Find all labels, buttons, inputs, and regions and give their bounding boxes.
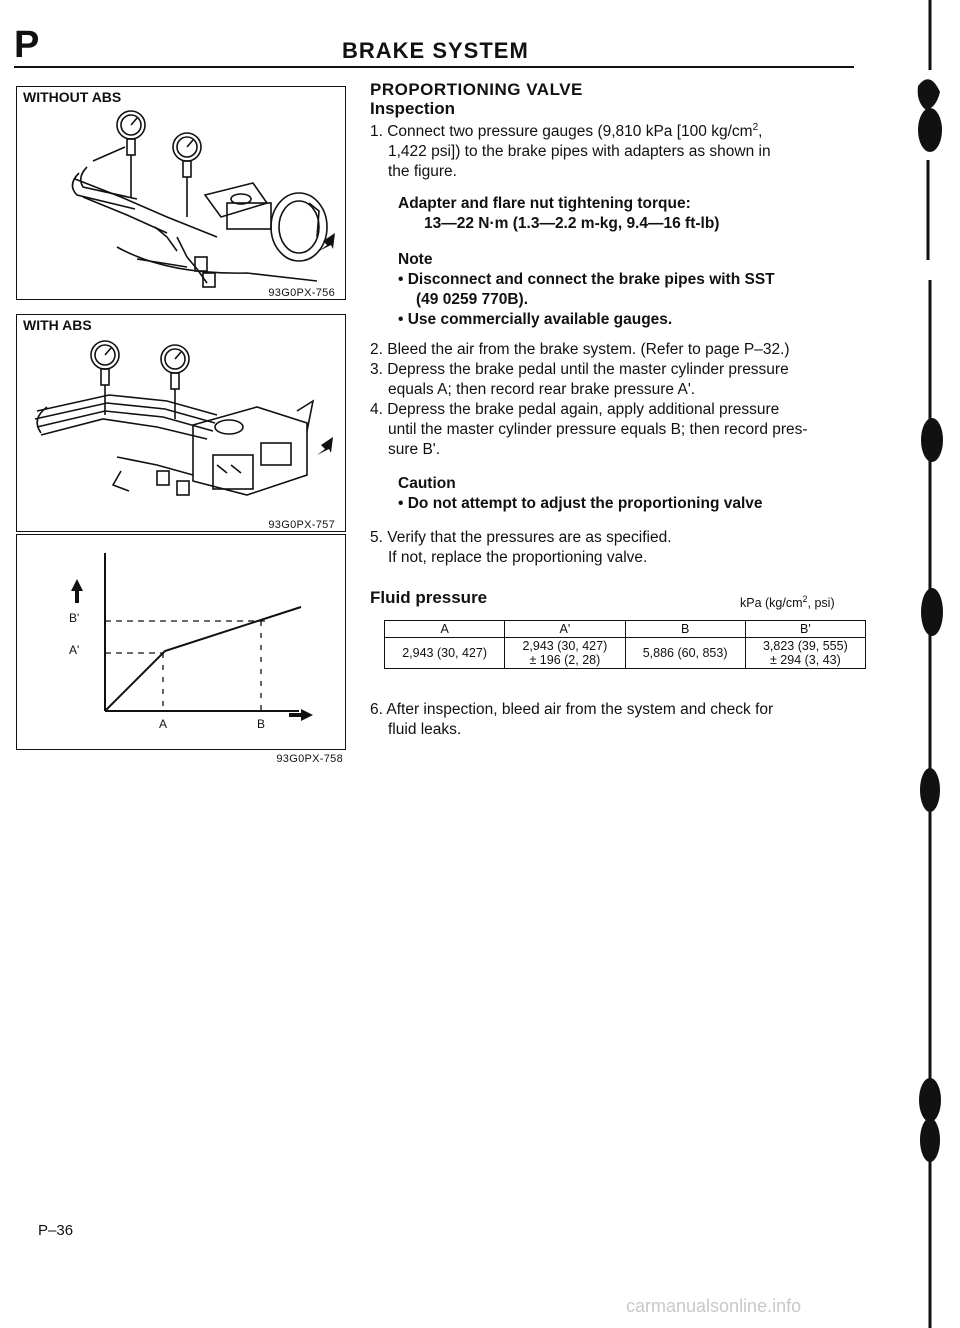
- figure-code: 93G0PX-758: [276, 753, 343, 765]
- table-cell-a-prime: [505, 638, 625, 669]
- graph-label-b: B: [257, 717, 266, 731]
- table-header-b: B: [625, 621, 745, 638]
- table-cell-b-prime: [745, 638, 865, 669]
- abs-pipe-illustration: [17, 315, 345, 531]
- caution-block: [398, 474, 868, 514]
- step-1: [370, 118, 870, 182]
- note-item-2: • Use commercially available gauges.: [398, 311, 673, 328]
- table-header-a-prime: A': [505, 621, 625, 638]
- figure-code: 93G0PX-757: [268, 519, 335, 531]
- page-number: P–36: [38, 1222, 74, 1239]
- superscript: 2: [752, 122, 759, 133]
- table-row: [385, 638, 866, 669]
- figure-pressure-graph: [16, 534, 346, 765]
- graph-label-b-prime: B': [69, 611, 80, 625]
- header-rule: [14, 66, 854, 68]
- step-4-line-3: sure B'.: [388, 441, 441, 458]
- step-6-line-1: 6. After inspection, bleed air from the system and check for: [370, 701, 774, 718]
- step-5: [370, 528, 870, 568]
- step-3-line-2: equals A; then record rear brake pressure A'.: [388, 381, 696, 398]
- caution-title: Caution: [398, 475, 456, 492]
- y-axis-arrow-icon: [71, 579, 83, 603]
- graph-label-a: A: [159, 717, 168, 731]
- torque-value: 13—22 N·m (1.3—2.2 m-kg, 9.4—16 ft-lb): [424, 215, 720, 232]
- note-block: [398, 250, 868, 330]
- figure-with-abs: [16, 314, 346, 532]
- pressure-graph: [17, 535, 345, 749]
- caution-item: • Do not attempt to adjust the proportioning valve: [398, 495, 763, 512]
- step-3-line-1: 3. Depress the brake pedal until the master cylinder pressure: [370, 361, 789, 378]
- steps-2-4: [370, 340, 870, 460]
- step-1-line-3: the figure.: [388, 163, 457, 181]
- note-title: Note: [398, 251, 433, 268]
- note-item-1-cont: (49 0259 770B).: [416, 291, 529, 308]
- unit-superscript: 2: [802, 594, 808, 604]
- brake-pipe-illustration: [17, 87, 345, 299]
- figure-without-abs: [16, 86, 346, 300]
- step-5-line-1: 5. Verify that the pressures are as specified.: [370, 529, 672, 546]
- step-6-line-2: fluid leaks.: [388, 721, 462, 738]
- unit-text-end: , psi): [807, 596, 835, 611]
- subsection-title: Inspection: [370, 99, 456, 118]
- step-6: [370, 700, 870, 740]
- table-header-a: A: [385, 621, 505, 638]
- cell-line: ± 196 (2, 28): [529, 653, 601, 667]
- section-letter: P: [14, 24, 39, 66]
- cell-line: ± 294 (3, 43): [769, 653, 841, 667]
- cell-line: 3,823 (39, 555): [762, 639, 848, 653]
- torque-label: Adapter and flare nut tightening torque:: [398, 195, 691, 212]
- watermark: carmanualsonline.info: [626, 1296, 802, 1316]
- step-5-line-2: If not, replace the proportioning valve.: [388, 549, 648, 566]
- table-header-row: [385, 621, 866, 638]
- unit-text: kPa (kg/cm: [740, 596, 803, 611]
- step-4-line-1: 4. Depress the brake pedal again, apply additional pressure: [370, 401, 780, 418]
- figure-label: WITHOUT ABS: [23, 89, 125, 105]
- cell-line: 5,886 (60, 853): [642, 646, 728, 660]
- step-1-line-2: 1,422 psi]) to the brake pipes with adapters as shown in: [388, 143, 771, 161]
- table-cell-b: [625, 638, 745, 669]
- note-item-1: • Disconnect and connect the brake pipes with SST: [398, 271, 775, 288]
- step-4-line-2: until the master cylinder pressure equals B; then record pres-: [388, 421, 808, 438]
- fluid-pressure-table: [384, 620, 866, 669]
- section-title: PROPORTIONING VALVE: [370, 80, 583, 99]
- table-cell-a: [385, 638, 505, 669]
- fluid-pressure-unit: [740, 594, 835, 610]
- step-1-line-1-end: ,: [758, 123, 763, 141]
- pressure-curve: [105, 607, 301, 711]
- torque-spec: [398, 194, 858, 234]
- step-2: 2. Bleed the air from the brake system. (Refer to page P–32.): [370, 341, 790, 358]
- step-1-line-1: 1. Connect two pressure gauges (9,810 kPa [100 kg/cm: [370, 123, 753, 141]
- page-title: BRAKE SYSTEM: [342, 38, 529, 63]
- cell-line: 2,943 (30, 427): [522, 639, 608, 653]
- figure-label: WITH ABS: [23, 317, 96, 333]
- table-header-b-prime: B': [745, 621, 865, 638]
- graph-label-a-prime: A': [69, 643, 80, 657]
- binding-edge-marks: [900, 0, 960, 1328]
- cell-line: 2,943 (30, 427): [402, 646, 488, 660]
- fluid-pressure-title: Fluid pressure: [370, 588, 488, 607]
- figure-code: 93G0PX-756: [268, 287, 335, 299]
